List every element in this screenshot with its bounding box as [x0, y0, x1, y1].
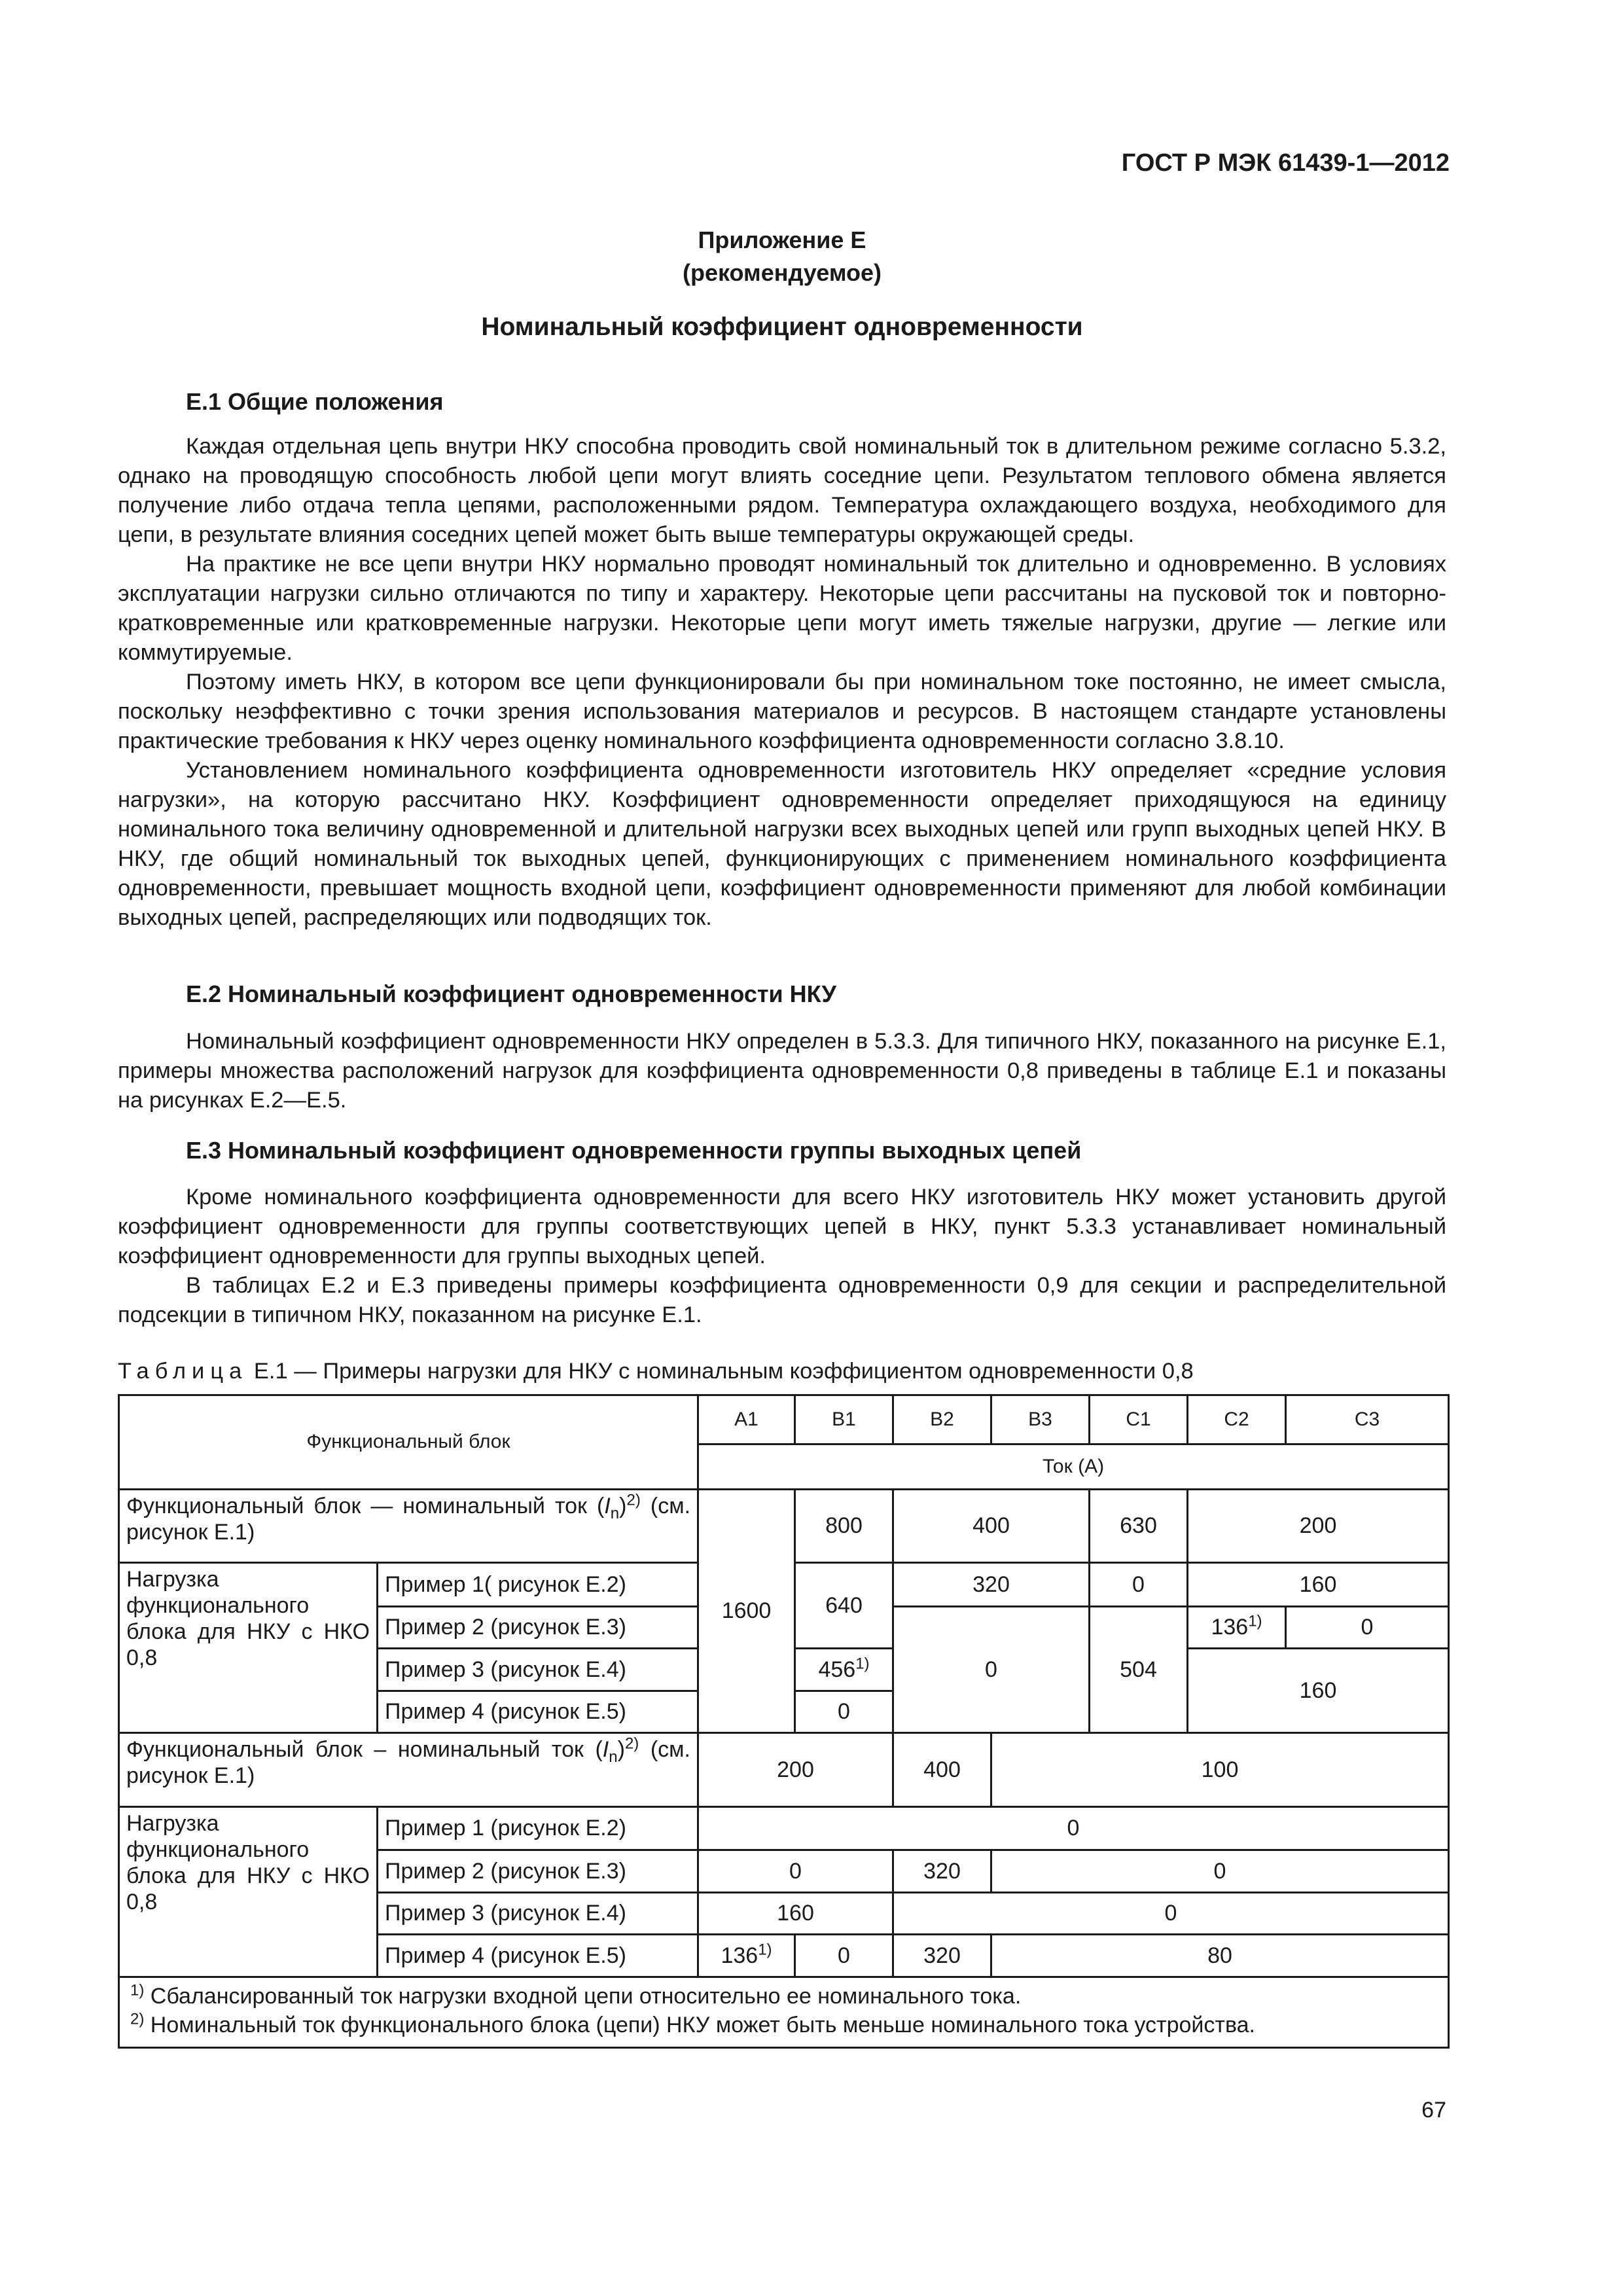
cell-a1: 1600: [698, 1489, 795, 1733]
example-label: Пример 1( рисунок Е.2): [378, 1562, 698, 1606]
example-label: Пример 2 (рисунок Е.3): [378, 1850, 698, 1893]
table-footnotes-row: [119, 1977, 1449, 2047]
section-heading-e3: Е.3 Номинальный коэффициент одновременности группы выходных цепей: [186, 1137, 1082, 1164]
paragraph: Каждая отдельная цепь внутри НКУ способна проводить свой номинальный ток в длительном режиме согласно 5.3.2, однако на проводящую способность любой цепи могут влиять соседние цепи. Результатом теплового обмена является получение либо отдача тепла цепями, расположенными рядом. Температура охлаждающего воздуха, необходимого для цепи, в результате влияния соседних цепей может быть выше температуры окружающей среды.: [118, 434, 1446, 547]
table-footnotes: [119, 1977, 1449, 2047]
footnote-mark: 2): [130, 2010, 145, 2028]
cell: 0: [795, 1935, 893, 1977]
rated-tail: ): [619, 1493, 627, 1518]
table-row: [119, 1489, 1449, 1562]
rated-tail: ): [617, 1737, 625, 1763]
column-header: В1: [795, 1395, 893, 1444]
footnote-text: Номинальный ток функционального блока (цепи) НКУ может быть меньше номинального тока устройства.: [144, 2012, 1255, 2037]
paragraph: Установлением номинального коэффициента одновременности изготовитель НКУ определяет «средние условия нагрузки», на которую рассчитано НКУ. Коэффициент одновременности определяет приходящуюся на единицу номинального тока величину одновременной и длительной нагрузки всех выходных цепей или групп выходных цепей НКУ. В НКУ, где общий номинальный ток выходных цепей, функционирующих с применением номинального коэффициента одновременности, превышает мощность входной цепи, коэффициент одновременности применяют для любой комбинации выходных цепей, распределяющих или подводящих ток.: [118, 758, 1446, 930]
example-label: Пример 4 (рисунок Е.5): [378, 1935, 698, 1977]
column-header: В3: [991, 1395, 1090, 1444]
cell: 200: [698, 1733, 893, 1806]
table-row: [119, 1733, 1449, 1806]
footnote-text: Сбалансированный ток нагрузки входной цепи относительно ее номинального тока.: [144, 1983, 1022, 2009]
annex-label: Приложение Е: [698, 226, 866, 253]
cell: [1188, 1606, 1286, 1649]
cell: 0: [1090, 1562, 1188, 1606]
header-block-cell: Функциональный блок: [119, 1395, 698, 1490]
rated-current-label: [119, 1733, 698, 1806]
column-header: С2: [1188, 1395, 1286, 1444]
footnote: [130, 1982, 1437, 2011]
cell: 80: [991, 1935, 1449, 1977]
example-label: Пример 2 (рисунок Е.3): [378, 1606, 698, 1649]
cell: 0: [1286, 1606, 1449, 1649]
cell: 320: [893, 1935, 991, 1977]
table-caption-word: Таблица: [118, 1359, 248, 1384]
example-label: Пример 4 (рисунок Е.5): [378, 1691, 698, 1733]
cell: 0: [795, 1691, 893, 1733]
rated-sub: n: [610, 1504, 620, 1522]
cell: 640: [795, 1562, 893, 1648]
section-e3-body: [118, 1183, 1446, 1330]
column-header: С1: [1090, 1395, 1188, 1444]
table-header-row: [119, 1395, 1449, 1444]
cell: 0: [991, 1850, 1449, 1893]
rated-ref: (см. рисунок Е.1): [126, 1493, 691, 1545]
cell: 200: [1188, 1489, 1449, 1562]
page-number: 67: [1421, 2098, 1446, 2123]
paragraph: На практике не все цепи внутри НКУ нормально проводят номинальный ток длительно и одновременно. В условиях эксплуатации нагрузки сильно отличаются по типу и характеру. Некоторые цепи рассчитаны на пусковой ток и повторно-кратковременные или кратковременные нагрузки. Некоторые цепи могут иметь тяжелые нагрузки, другие — легкие или коммутируемые.: [118, 552, 1446, 665]
cell: 504: [1090, 1606, 1188, 1733]
load-label: Нагрузка функционального блока для НКУ с НКО 0,8: [119, 1562, 378, 1732]
load-label: Нагрузка функционального блока для НКУ с НКО 0,8: [119, 1806, 378, 1977]
current-label: Ток (А): [698, 1444, 1449, 1489]
rated-label-text: Функциональный блок — номинальный ток (: [126, 1493, 605, 1518]
rated-sup: 2): [626, 1491, 641, 1509]
rated-symbol: I: [604, 1493, 611, 1518]
rated-sup: 2): [624, 1734, 639, 1753]
example-label: Пример 1 (рисунок Е.2): [378, 1806, 698, 1850]
cell: 800: [795, 1489, 893, 1562]
rated-symbol: I: [602, 1737, 609, 1763]
cell: 0: [893, 1606, 1090, 1733]
annex-title: Номинальный коэффициент одновременности: [481, 313, 1083, 341]
cell: 160: [698, 1892, 893, 1935]
table-caption: [118, 1359, 1194, 1384]
cell: 320: [893, 1562, 1090, 1606]
paragraph: В таблицах Е.2 и Е.3 приведены примеры коэффициента одновременности 0,9 для секции и распределительной подсекции в типичном НКУ, показанном на рисунке Е.1.: [118, 1273, 1446, 1327]
load-table: [118, 1394, 1450, 2049]
table-row: [119, 1806, 1449, 1850]
cell: 160: [1188, 1649, 1449, 1733]
cell: 400: [893, 1733, 991, 1806]
standard-designation: ГОСТ Р МЭК 61439-1—2012: [1121, 149, 1450, 177]
rated-current-label: [119, 1489, 698, 1562]
cell-value: 136: [721, 1943, 758, 1968]
rated-ref: (см. рисунок Е.1): [126, 1737, 691, 1789]
paragraph: Номинальный коэффициент одновременности НКУ определен в 5.3.3. Для типичного НКУ, показанного на рисунке Е.1, примеры множества расположений нагрузок для коэффициента одновременности 0,8 приведены в таблице Е.1 и показаны на рисунках Е.2—Е.5.: [118, 1029, 1446, 1113]
rated-label-text: Функциональный блок – номинальный ток (: [126, 1737, 603, 1763]
table-caption-text: Е.1 — Примеры нагрузки для НКУ с номинальным коэффициентом одновременности 0,8: [247, 1359, 1194, 1384]
rated-sub: n: [609, 1748, 618, 1766]
example-label: Пример 3 (рисунок Е.4): [378, 1649, 698, 1691]
footnote-mark: 1): [1248, 1613, 1262, 1630]
cell: 100: [991, 1733, 1449, 1806]
column-header: А1: [698, 1395, 795, 1444]
paragraph: Кроме номинального коэффициента одновременности для всего НКУ изготовитель НКУ может установить другой коэффициент одновременности для группы соответствующих цепей в НКУ, пункт 5.3.3 устанавливает номинальный коэффициент одновременности для группы выходных цепей.: [118, 1185, 1446, 1268]
footnote-mark: 1): [855, 1655, 870, 1673]
column-header: В2: [893, 1395, 991, 1444]
section-heading-e1: Е.1 Общие положения: [186, 388, 444, 415]
footnote-mark: 1): [758, 1941, 772, 1959]
cell: 0: [698, 1806, 1449, 1850]
section-heading-e2: Е.2 Номинальный коэффициент одновременности НКУ: [186, 980, 836, 1007]
column-header: С3: [1286, 1395, 1449, 1444]
cell: 0: [893, 1892, 1449, 1935]
paragraph: Поэтому иметь НКУ, в котором все цепи функционировали бы при номинальном токе постоянно, не имеет смысла, поскольку неэффективно с точки зрения использования материалов и ресурсов. В настоящем стандарте установлены практические требования к НКУ через оценку номинального коэффициента одновременности согласно 3.8.10.: [118, 670, 1446, 753]
cell: [698, 1935, 795, 1977]
footnote: [130, 2011, 1437, 2039]
cell: 160: [1188, 1562, 1449, 1606]
cell: 400: [893, 1489, 1090, 1562]
example-label: Пример 3 (рисунок Е.4): [378, 1892, 698, 1935]
cell: 0: [698, 1850, 893, 1893]
cell: [795, 1649, 893, 1691]
section-e1-body: [118, 432, 1446, 933]
footnote-mark: 1): [130, 1981, 145, 2000]
cell-value: 456: [818, 1657, 856, 1682]
cell: 630: [1090, 1489, 1188, 1562]
annex-status: (рекомендуемое): [683, 259, 882, 286]
cell: 320: [893, 1850, 991, 1893]
section-e2-body: [118, 1027, 1446, 1115]
cell-value: 136: [1211, 1615, 1249, 1640]
